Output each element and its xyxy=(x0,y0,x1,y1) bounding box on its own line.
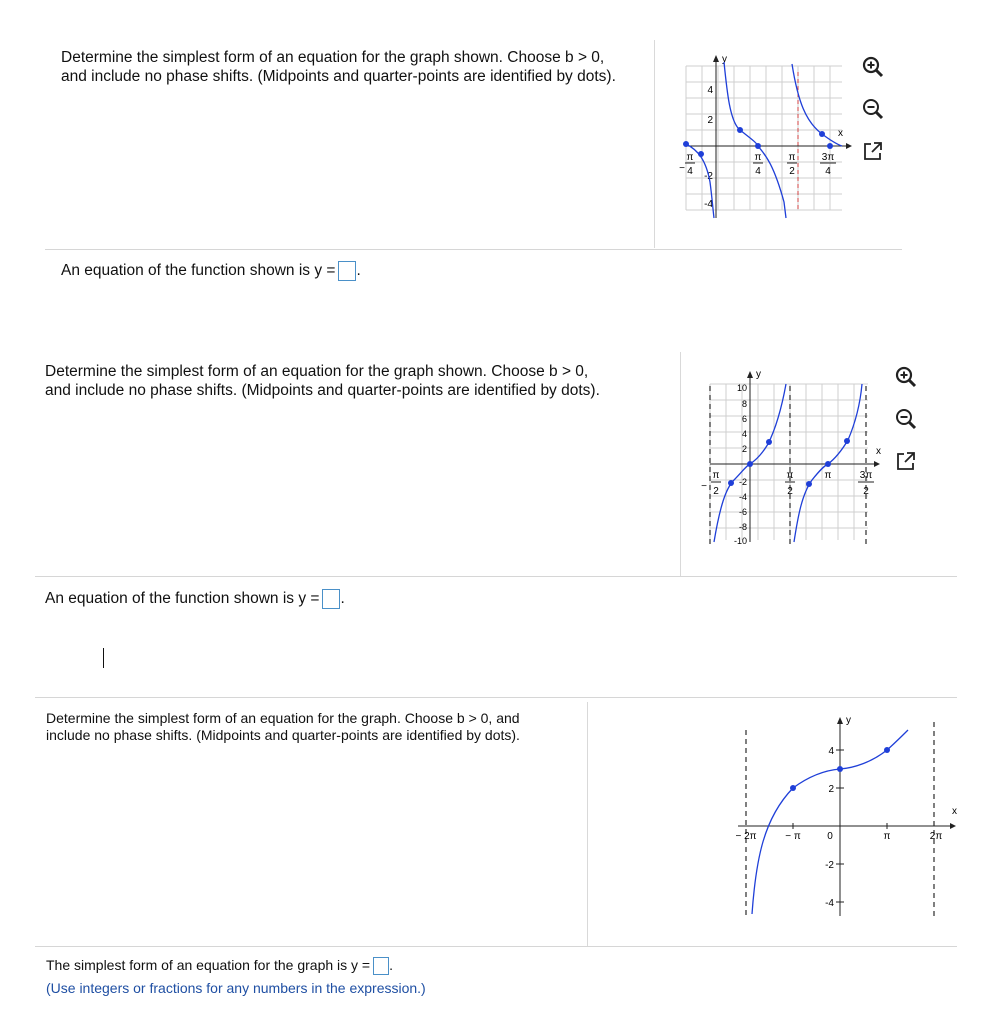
data-point xyxy=(755,143,761,149)
data-point xyxy=(790,785,796,791)
x-tick-label: 4 xyxy=(755,166,761,177)
x-tick-label: π xyxy=(788,152,796,163)
zoom-out-icon[interactable] xyxy=(860,96,886,122)
question-2-prompt-line1: Determine the simplest form of an equation for the graph shown. Choose b > 0, xyxy=(45,363,589,380)
question-1-graph-tools xyxy=(860,54,886,180)
question-2-graph xyxy=(696,366,886,544)
x-tick-label: 2 xyxy=(713,486,719,497)
y-tick-label: -2 xyxy=(738,477,747,487)
y-tick-label: -4 xyxy=(825,898,834,909)
y-tick-label: -10 xyxy=(733,536,747,544)
y-axis-arrow-icon xyxy=(747,371,753,378)
zoom-out-icon[interactable] xyxy=(893,406,919,432)
y-tick-label: 4 xyxy=(828,746,834,757)
question-3-prompt xyxy=(46,710,566,744)
question-2-prompt xyxy=(45,362,675,400)
x-tick-label: π xyxy=(883,831,891,842)
data-point xyxy=(844,438,850,444)
x-tick-label: 3π xyxy=(859,470,873,481)
curve-branch xyxy=(792,64,842,146)
data-point xyxy=(728,480,734,486)
zoom-in-icon[interactable] xyxy=(860,54,886,80)
question-2-answer-input[interactable] xyxy=(322,589,340,609)
question-3-answer-end: . xyxy=(389,957,394,973)
x-axis-label: x xyxy=(838,128,843,139)
x-tick-label: 2 xyxy=(789,166,795,177)
y-tick-label: -4 xyxy=(738,492,747,502)
question-3-answer-input[interactable] xyxy=(373,957,389,975)
data-point xyxy=(737,127,743,133)
y-axis-label: y xyxy=(722,54,727,65)
question-3-prompt-line2: include no phase shifts. (Midpoints and quarter-points are identified by dots). xyxy=(46,727,520,743)
curve-branch xyxy=(752,730,908,914)
data-point xyxy=(683,141,689,147)
question-3-top-separator xyxy=(35,697,957,698)
x-axis-label: x xyxy=(952,806,957,817)
question-2-graph-tools xyxy=(893,364,919,490)
x-tick-label: 4 xyxy=(687,166,693,177)
question-3-graph xyxy=(724,708,960,918)
x-tick-label: − π xyxy=(785,831,801,842)
y-tick-label: 10 xyxy=(736,383,747,393)
x-tick-label: 4 xyxy=(825,166,831,177)
x-tick-label: π xyxy=(686,152,694,163)
question-1-answer-input[interactable] xyxy=(338,261,356,281)
question-3-bottom-separator xyxy=(35,946,957,947)
question-3-divider xyxy=(587,702,588,946)
question-1-divider xyxy=(654,40,655,248)
x-tick-label: 2 xyxy=(863,486,869,497)
x-tick-label: 3π xyxy=(821,152,835,163)
data-point xyxy=(747,461,753,467)
y-tick-label: -8 xyxy=(738,522,747,532)
y-tick-label: 6 xyxy=(741,414,747,424)
data-point xyxy=(825,461,831,467)
y-axis-arrow-icon xyxy=(837,717,843,724)
x-axis-arrow-icon xyxy=(846,143,852,149)
popout-icon[interactable] xyxy=(893,448,919,474)
y-axis-arrow-icon xyxy=(713,55,719,62)
x-axis-label: x xyxy=(876,446,881,457)
y-tick-label: -2 xyxy=(825,860,834,871)
question-1-prompt-line1: Determine the simplest form of an equation for the graph shown. Choose b > 0, xyxy=(61,49,605,66)
y-tick-label: 4 xyxy=(741,429,747,439)
data-point xyxy=(837,766,843,772)
curve-branch xyxy=(724,62,786,218)
question-1-separator xyxy=(45,249,902,250)
question-3-answer-row xyxy=(46,957,393,975)
question-1-answer-end: . xyxy=(356,262,361,280)
x-tick-sign: − xyxy=(679,163,685,174)
x-tick-label: π xyxy=(824,470,832,481)
question-1-answer-label: An equation of the function shown is y = xyxy=(61,262,336,280)
popout-icon[interactable] xyxy=(860,138,886,164)
data-point xyxy=(766,439,772,445)
y-tick-label: 4 xyxy=(707,85,713,96)
x-tick-label: π xyxy=(712,470,720,481)
question-3-prompt-line1: Determine the simplest form of an equation for the graph. Choose b > 0, and xyxy=(46,710,520,726)
question-3-hint: (Use integers or fractions for any numbers in the expression.) xyxy=(46,980,426,996)
question-2-answer-row xyxy=(45,589,345,609)
y-tick-label: 2 xyxy=(741,444,747,454)
question-3-answer-label: The simplest form of an equation for the graph is y = xyxy=(46,957,371,973)
x-tick-sign: − xyxy=(701,481,707,492)
question-1-prompt-line2: and include no phase shifts. (Midpoints and quarter-points are identified by dots). xyxy=(61,68,616,85)
question-2-answer-end: . xyxy=(340,590,345,608)
y-axis-label: y xyxy=(756,369,761,380)
question-2-separator xyxy=(35,576,957,577)
y-tick-label: 2 xyxy=(828,784,834,795)
x-tick-label: 0 xyxy=(827,831,833,842)
x-tick-label: − 2π xyxy=(735,831,757,842)
data-point xyxy=(806,481,812,487)
question-1-answer-row xyxy=(61,261,361,281)
zoom-in-icon[interactable] xyxy=(893,364,919,390)
grid xyxy=(710,384,868,540)
y-tick-label: 8 xyxy=(741,399,747,409)
y-tick-label: -6 xyxy=(738,507,747,517)
y-tick-label: -2 xyxy=(704,171,713,182)
x-tick-label: π xyxy=(754,152,762,163)
x-tick-label: 2 xyxy=(787,486,793,497)
x-tick-label: 2π xyxy=(929,831,943,842)
x-axis-arrow-icon xyxy=(874,461,880,467)
data-point xyxy=(698,151,704,157)
x-axis-arrow-icon xyxy=(950,823,956,829)
question-2-answer-label: An equation of the function shown is y = xyxy=(45,590,320,608)
data-point xyxy=(827,143,833,149)
y-tick-label: 2 xyxy=(707,115,713,126)
x-tick-label: π xyxy=(786,470,794,481)
data-point xyxy=(884,747,890,753)
question-2-prompt-line2: and include no phase shifts. (Midpoints and quarter-points are identified by dots). xyxy=(45,382,600,399)
question-1-prompt xyxy=(61,48,641,86)
question-1-graph xyxy=(672,52,852,220)
y-axis-label: y xyxy=(846,715,851,726)
y-tick-label: -4 xyxy=(704,199,713,210)
question-2-divider xyxy=(680,352,681,576)
text-cursor xyxy=(103,648,104,668)
data-point xyxy=(819,131,825,137)
